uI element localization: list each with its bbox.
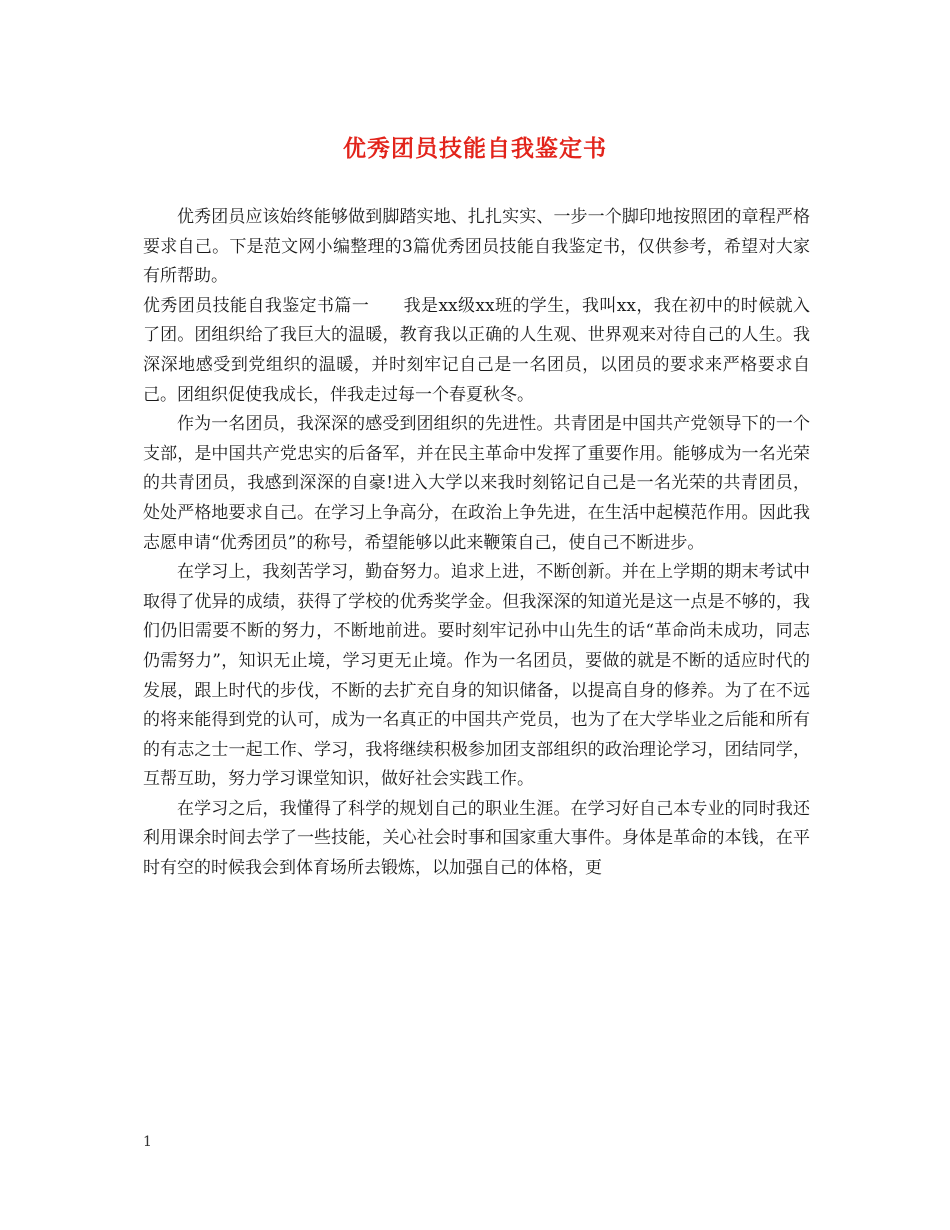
section1-text: 我是xx级xx班的学生，我叫xx，我在初中的时候就入了团。团组织给了我巨大的温暖，教育我以正确的人生观、世界观来对待自己的人生。我深深地感受到党组织的温暖，并时刻牢记自己是一名团员，以团员的要求来严格要求自己。团组织促使我成长，伴我走过每一个春夏秋冬。	[143, 295, 811, 405]
page-number: 1	[143, 1134, 152, 1150]
page-title: 优秀团员技能自我鉴定书	[343, 136, 607, 162]
intro-paragraph: 优秀团员应该始终能够做到脚踏实地、扎扎实实、一步一个脚印地按照团的章程严格要求自己。下是范文网小编整理的3篇优秀团员技能自我鉴定书，仅供参考，希望对大家有所帮助。	[143, 207, 810, 287]
body-paragraph: 在学习之后，我懂得了科学的规划自己的职业生涯。在学习好自己本专业的同时我还利用课余时间去学了一些技能，关心社会时事和国家重大事件。身体是革命的本钱，在平时有空的时候我会到体育场所去锻炼，以加强自己的体格，更	[143, 798, 810, 879]
body-paragraph: 作为一名团员，我深深的感受到团组织的先进性。共青团是中国共产党领导下的一个支部，是中国共产党忠实的后备军，并在民主革命中发挥了重要作用。能够成为一名光荣的共青团员，我感到深深的自豪!进入大学以来我时刻铭记自己是一名光荣的共青团员，处处严格地要求自己。在学习上争高分，在政治上争先进，在生活中起模范作用。因此我志愿申请“优秀团员”的称号，希望能够以此来鞭策自己，使自己不断进步。	[143, 414, 810, 553]
document-body	[143, 203, 810, 884]
section1-paragraph	[143, 292, 810, 410]
body-paragraph: 在学习上，我刻苦学习，勤奋努力。追求上进，不断创新。并在上学期的期末考试中取得了优异的成绩，获得了学校的优秀奖学金。但我深深的知道光是这一点是不够的，我们仍旧需要不断的努力，不断地前进。要时刻牢记孙中山先生的话“革命尚未成功，同志仍需努力”，知识无止境，学习更无止境。作为一名团员，要做的就是不断的适应时代的发展，跟上时代的步伐，不断的去扩充自身的知识储备，以提高自身的修养。为了在不远的将来能得到党的认可，成为一名真正的中国共产党员，也为了在大学毕业之后能和所有的有志之士一起工作、学习，我将继续积极参加团支部组织的政治理论学习，团结同学，互帮互助，努力学习课堂知识，做好社会实践工作。	[143, 562, 810, 790]
section1-heading: 优秀团员技能自我鉴定书篇一	[143, 295, 370, 316]
